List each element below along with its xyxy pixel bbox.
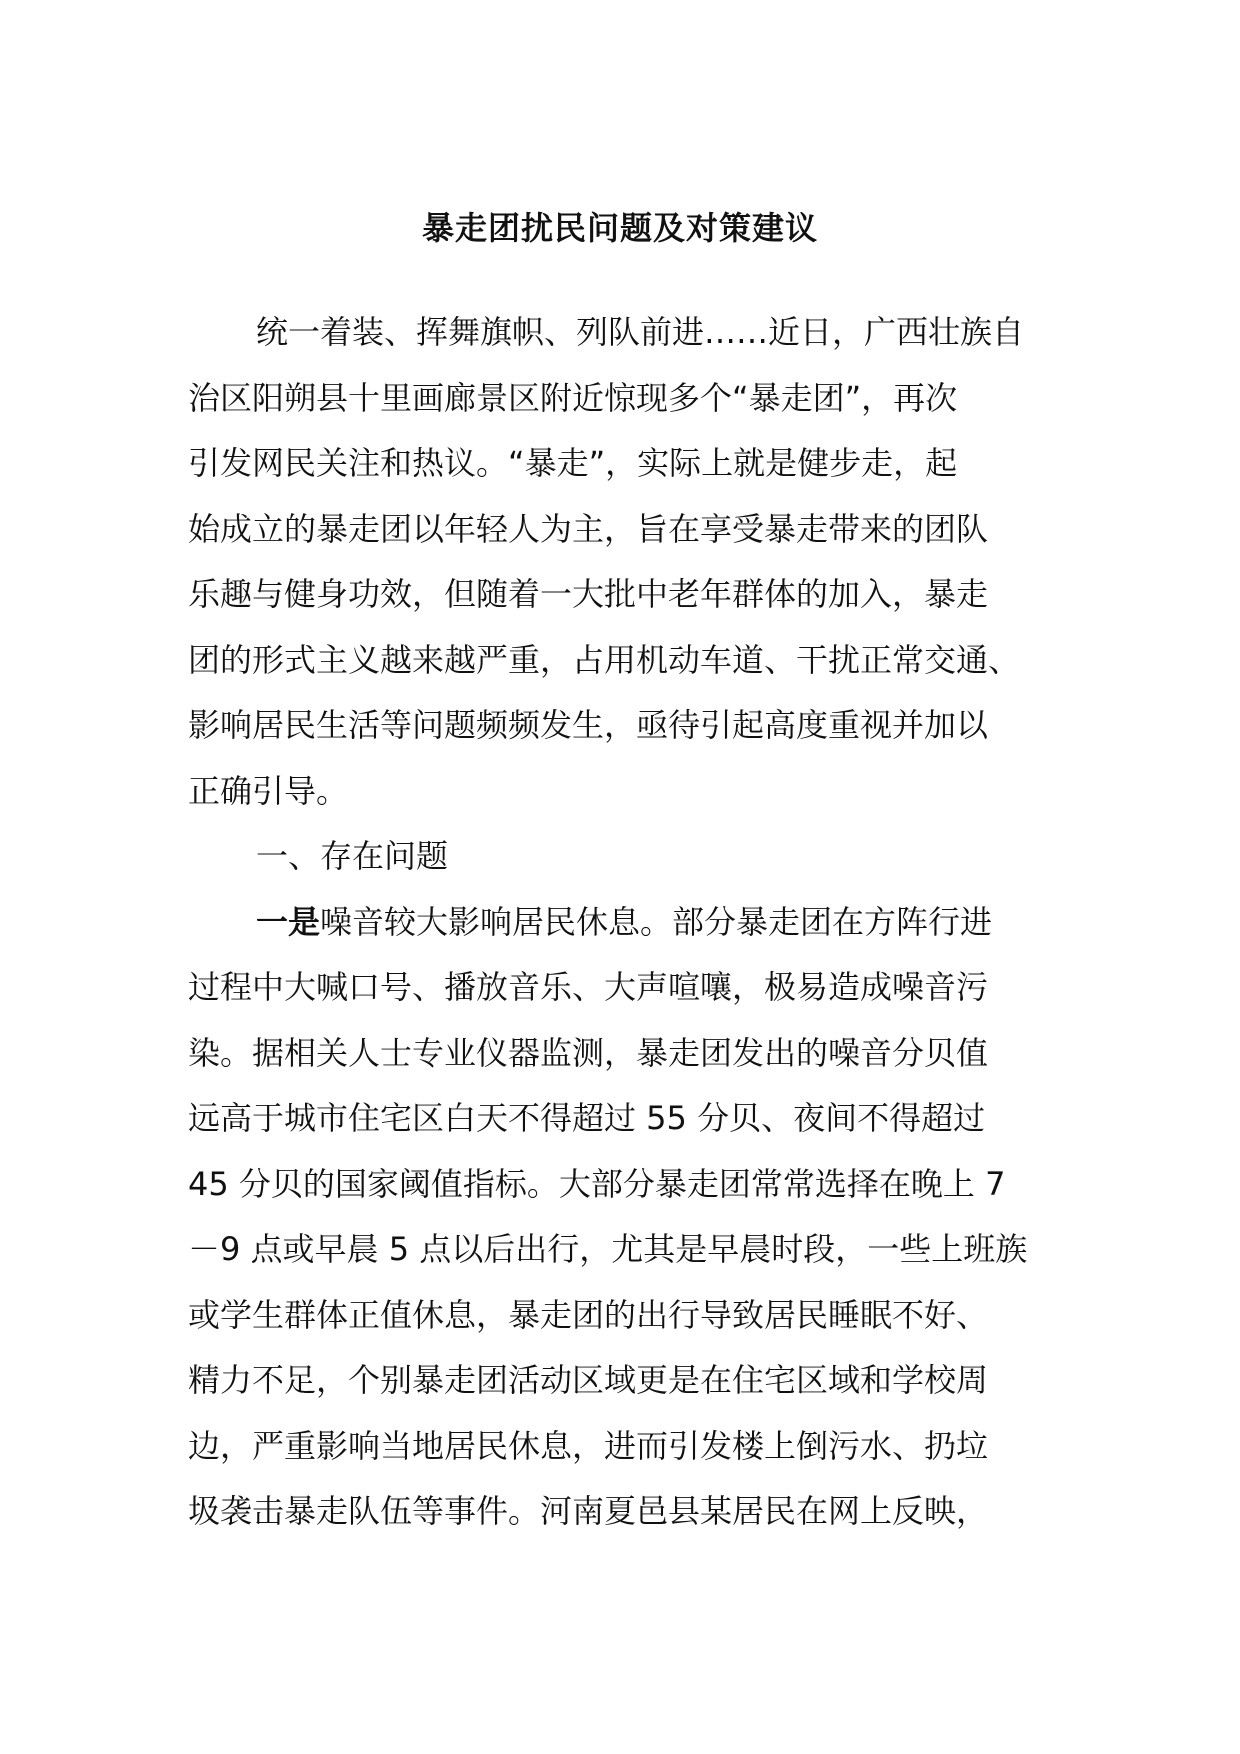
paragraph-line: 正确引导。	[188, 771, 349, 810]
paragraph-line: 乐趣与健身功效，但随着一大批中老年群体的加入，暴走	[188, 575, 989, 613]
paragraph-line: 影响居民生活等问题频频发生，亟待引起高度重视并加以	[188, 706, 989, 744]
point-first-line	[188, 890, 1058, 956]
paragraph-line: 过程中大喊口号、播放音乐、大声喧嚷，极易造成噪音污	[188, 968, 989, 1006]
paragraph-line: 边，严重影响当地居民休息，进而引发楼上倒污水、扔垃	[188, 1426, 989, 1465]
point-lead: 一是	[256, 902, 321, 941]
paragraph-line: 精力不足，个别暴走团活动区域更是在住宅区域和学校周	[188, 1361, 989, 1399]
point-first-line-text: 噪音较大影响居民休息。部分暴走团在方阵行进	[320, 902, 993, 941]
paragraph-line: 远高于城市住宅区白天不得超过 55 分贝、夜间不得超过	[188, 1099, 986, 1137]
paragraph-line: 团的形式主义越来越严重，占用机动车道、干扰正常交通、	[188, 640, 1021, 679]
document-body	[188, 300, 1058, 1545]
paragraph-line: 统一着装、挥舞旗帜、列队前进……近日，广西壮族自	[256, 313, 1025, 351]
paragraph-line: 45 分贝的国家阈值指标。大部分暴走团常常选择在晚上 7	[188, 1164, 1006, 1203]
paragraph-line: 始成立的暴走团以年轻人为主，旨在享受暴走带来的团队	[188, 509, 989, 548]
paragraph-line: 染。据相关人士专业仪器监测，暴走团发出的噪音分贝值	[188, 1033, 989, 1072]
document-title: 暴走团扰民问题及对策建议	[421, 209, 818, 247]
section-heading: 一、存在问题	[256, 837, 449, 875]
paragraph-line: 引发网民关注和热议。“暴走”，实际上就是健步走，起	[188, 444, 958, 482]
paragraph-line: 圾袭击暴走队伍等事件。河南夏邑县某居民在网上反映，	[188, 1492, 989, 1530]
paragraph-line: －9 点或早晨 5 点以后出行，尤其是早晨时段，一些上班族	[188, 1230, 1028, 1268]
paragraph-line: 或学生群体正值休息，暴走团的出行导致居民睡眠不好、	[188, 1295, 989, 1334]
paragraph-line: 治区阳朔县十里画廊景区附近惊现多个“暴走团”，再次	[188, 378, 958, 417]
